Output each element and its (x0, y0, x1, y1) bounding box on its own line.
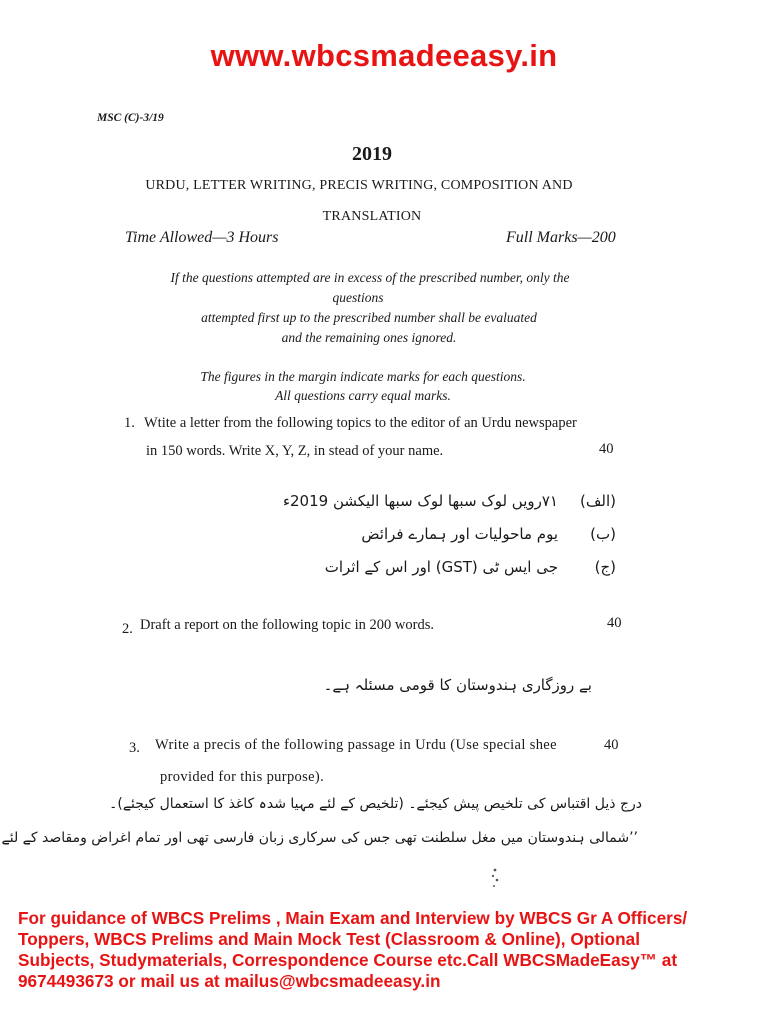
footer-line: 9674493673 or mail us at mailus@wbcsmadeeasy.in (18, 971, 441, 991)
question-marks: 40 (599, 441, 614, 457)
question-number: 3. (129, 740, 140, 756)
instruction-line: questions (332, 290, 384, 305)
paper-code: MSC (C)-3/19 (97, 112, 164, 124)
question-number: 1. (124, 415, 135, 431)
footer-advertisement (18, 908, 758, 992)
urdu-passage-line: ’’شمالی ہندوستان میں مغل سلطنت تھی جس کی سرکاری زبان فارسی تھی اور تمام اغراض ومقاصد کے لئے (1, 830, 638, 846)
website-watermark: www.wbcsmadeeasy.in (210, 38, 558, 73)
ink-smudge (488, 866, 502, 890)
instruction-line: attempted first up to the prescribed number shall be evaluated (201, 310, 537, 325)
full-marks: Full Marks—200 (506, 229, 616, 246)
instruction-line: and the remaining ones ignored. (281, 330, 457, 345)
subject-title-line2: TRANSLATION (322, 209, 422, 224)
time-allowed: Time Allowed—3 Hours (125, 229, 279, 246)
urdu-option-text: جی ایس ٹی (GST) اور اس کے اثرات (324, 558, 558, 576)
urdu-topic: بے روزگاری ہندوستان کا قومی مسئلہ ہے۔ (323, 676, 592, 694)
footer-line: Toppers, WBCS Prelims and Main Mock Test (Classroom & Online), Optional (18, 929, 641, 949)
instruction-line: If the questions attempted are in excess of the prescribed number, only the (170, 270, 570, 285)
question-marks: 40 (607, 615, 622, 631)
footer-line: For guidance of WBCS Prelims , Main Exam and Interview by WBCS Gr A Officers/ (18, 908, 688, 928)
question-text: Write a precis of the following passage in Urdu (Use special shee (155, 737, 557, 753)
question-text: provided for this purpose). (160, 769, 325, 785)
exam-year: 2019 (352, 143, 392, 165)
urdu-option-label: (الف) (580, 492, 616, 510)
instruction-line: All questions carry equal marks. (275, 388, 451, 403)
urdu-option-text: ۷۱رویں لوک سبھا لوک سبھا الیکشن 2019ء (282, 492, 558, 510)
question-text: Wtite a letter from the following topics to the editor of an Urdu newspaper (144, 415, 577, 431)
question-text: in 150 words. Write X, Y, Z, in stead of your name. (146, 443, 444, 459)
urdu-passage-instruction: درج ذیل اقتباس کی تلخیص پیش کیجئے۔ (تلخیص کے لئے مہیا شدہ کاغذ کا استعمال کیجئے)۔ (109, 796, 642, 812)
urdu-option-label: (ب) (590, 525, 616, 543)
subject-title-line1: URDU, LETTER WRITING, PRECIS WRITING, COMPOSITION AND (145, 178, 573, 193)
question-text: Draft a report on the following topic in 200 words. (140, 617, 434, 633)
urdu-option-label: (ج) (594, 558, 616, 576)
question-marks: 40 (604, 737, 619, 753)
instruction-line: The figures in the margin indicate marks for each questions. (200, 369, 526, 384)
footer-line: Subjects, Studymaterials, Correspondence Course etc.Call WBCSMadeEasy™ at (18, 950, 678, 970)
question-number: 2. (122, 621, 133, 637)
urdu-option-text: یوم ماحولیات اور ہمارے فرائض (361, 525, 558, 543)
